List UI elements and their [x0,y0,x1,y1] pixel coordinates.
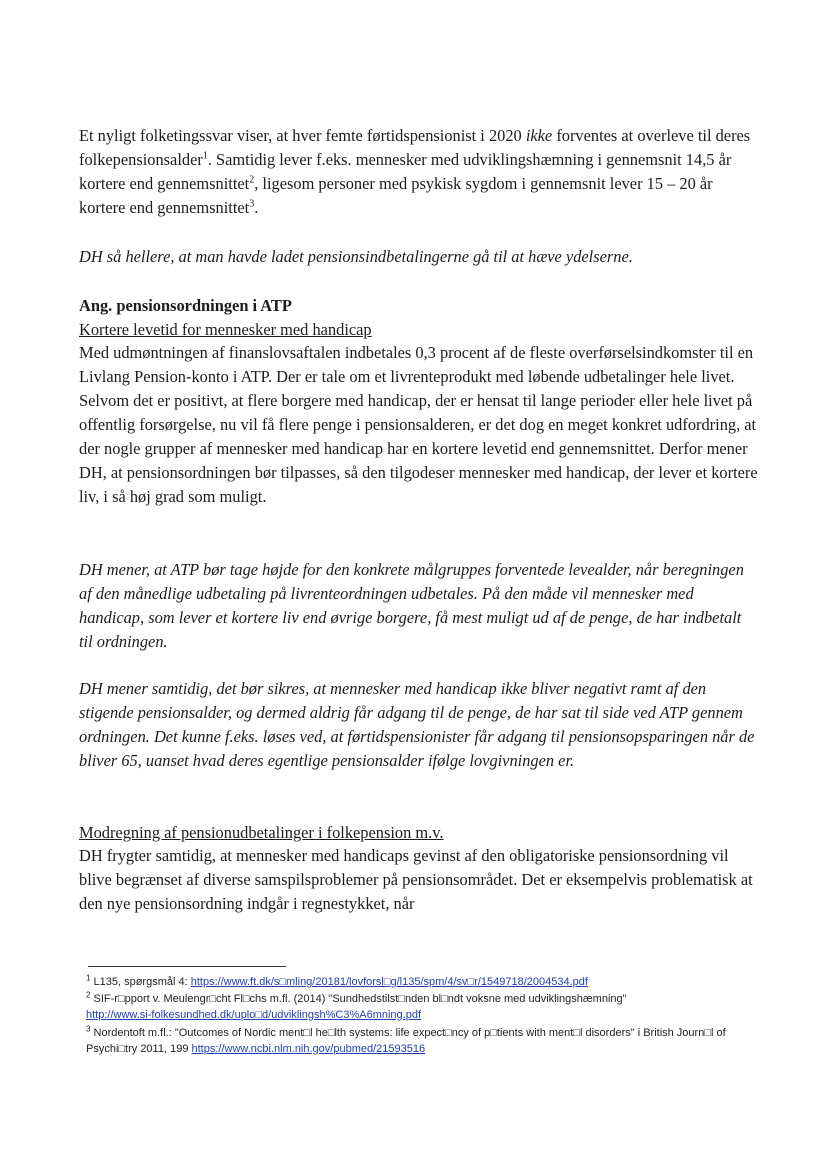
footnote-ref-3[interactable]: 3 [249,198,255,210]
footnote-text: L135, spørgsmål 4: [93,976,191,988]
footnote-number: 3 [86,1024,91,1034]
footnote-3 [86,1026,766,1057]
dh-statement-3: DH mener samtidig, det bør sikres, at mennesker med handicap ikke bliver negativt ramt af den stigende pensionsalder, og dermed aldrig får adgang til de penge, de har sat til side ved ATP gennem ordningen. Det kunne f.eks. løses ved, at førtidspensionister får adgang til pensionsopsparingen når de bliver 65, uanset hvad deres egentlige pensionsalder ifølge lovgivningen er. [79,679,755,770]
paragraph-offsetting: DH frygter samtidig, at mennesker med handicaps gevinst af den obligatoriske pensionsordning vil blive begrænset af diverse samspilsproblemer på pensionsområdet. Det er eksempelvis problematisk at den nye pensionsordning indgår i regnestykket, når [79,846,753,913]
subheading-offsetting: Modregning af pensionudbetalinger i folkepension m.v. [79,823,444,842]
dh-statement-1: DH så hellere, at man havde ladet pensionsindbetalingerne gå til at hæve ydelserne. [79,247,633,266]
paragraph-shorter-lifespan: Med udmøntningen af finanslovsaftalen indbetales 0,3 procent af de fleste overførselsindkomster til en Livlang Pension-konto i ATP. Der er tale om et livrenteprodukt med løbende udbetalinger hele livet. Selvom det er positivt, at flere borgere med handicap, der er hensat til lange perioder eller hele livet på offentlig forsørgelse, nu vil få flere penge i pensionsalderen, er det dog en meget konkret udfordring, at der nogle grupper af mennesker med handicap har en kortere levetid end gennemsnittet. Derfor mener DH, at pensionsordningen bør tilpasses, så den tilgodeser mennesker med handicap, der lever et kortere liv, i så høj grad som muligt. [79,343,758,506]
intro-text-3: . Samtidig lever f.eks. mennesker med udviklingshæmning i gennemsnit 14,5 år kortere end gennemsnittet [79,150,732,193]
intro-emphasis: ikke [525,126,553,145]
footnote-link[interactable]: http://www.si-folkesundhed.dk/uplo□d/udviklingsh%C3%A6mning.pdf [86,1008,421,1021]
footnote-text: SIF-r□pport v. Meulengr□cht Fl□chs m.fl. (2014) "Sundhedstilst□nden bl□ndt voksne med udviklingshæmning" [93,993,627,1005]
footnote-2 [86,992,766,1023]
footnote-link[interactable]: https://www.ft.dk/s□mling/20181/lovforsl□g/l135/spm/4/sv□r/1549718/2004534.pdf [190,976,588,988]
intro-text-1: Et nyligt folketingssvar viser, at hver femte førtidspensionist i 2020 [79,126,526,145]
intro-text-5: . [254,198,259,217]
footnote-number: 1 [86,973,91,983]
dh-statement-2: DH mener, at ATP bør tage højde for den konkrete målgruppes forventede levealder, når beregningen af den månedlige udbetaling på livrenteordningen udbetales. På den måde vil mennesker med handicap, som lever et kortere liv end øvrige borgere, få mest muligt ud af de penge, de har indbetalt til ordningen. [79,560,744,651]
footnote-1 [86,975,766,991]
footnote-link[interactable]: https://www.ncbi.nlm.nih.gov/pubmed/21593516 [191,1042,426,1055]
footnote-ref-1[interactable]: 1 [202,150,208,162]
intro-text-4: , ligesom personer med psykisk sygdom i gennemsnit lever 15 – 20 år kortere end gennemsnittet [79,174,713,217]
intro-paragraph [79,124,759,220]
footnote-text: Nordentoft m.fl.: "Outcomes of Nordic ment□l he□lth systems: life expect□ncy of p□tients with ment□l disorders" i British Journ□l of Psychi□try 2011, 199 [86,1027,726,1055]
footnote-ref-2[interactable]: 2 [249,174,255,186]
footnote-number: 2 [86,990,91,1000]
footnote-separator [88,966,286,967]
section-heading: Ang. pensionsordningen i ATP [79,296,292,315]
subheading-shorter-lifespan: Kortere levetid for mennesker med handicap [79,320,372,339]
intro-text-2: forventes at overleve til deres folkepensionsalder [79,126,751,169]
